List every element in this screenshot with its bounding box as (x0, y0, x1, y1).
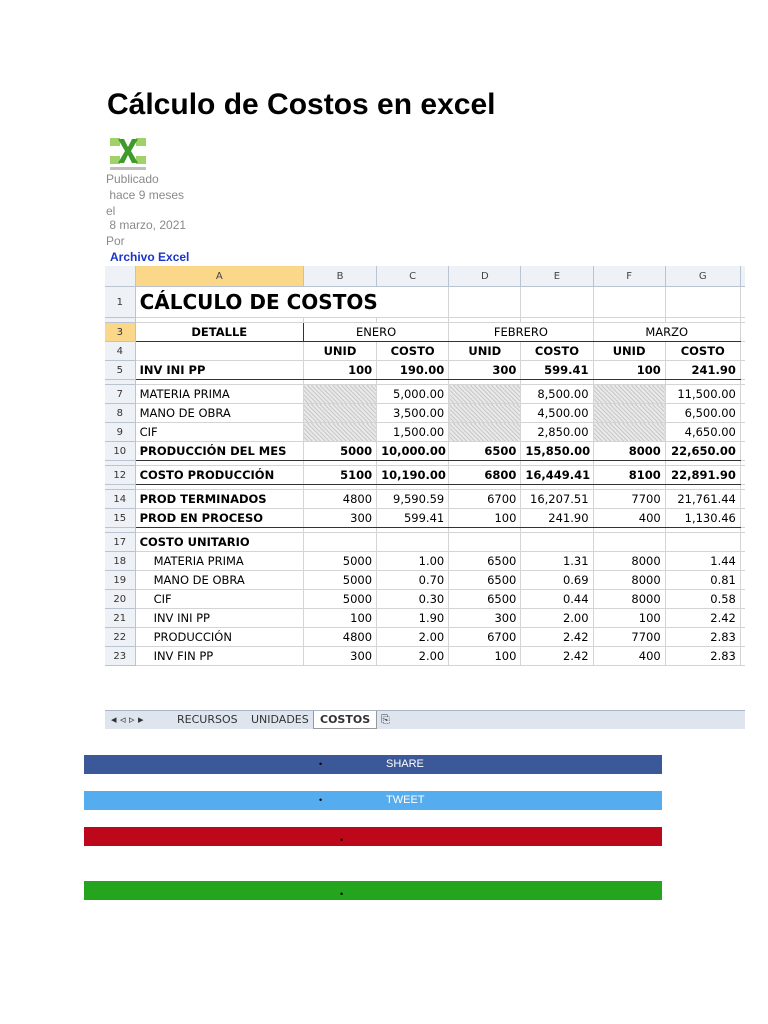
table-cell (449, 385, 521, 404)
table-cell (449, 404, 521, 423)
tab-recursos[interactable]: RECURSOS (177, 713, 238, 726)
table-cell: 4800 (303, 628, 376, 647)
table-row (105, 552, 745, 571)
table-cell: 2.00 (377, 647, 449, 666)
table-cell: 2,850.00 (521, 423, 593, 442)
table-cell (593, 533, 665, 552)
column-header: E (521, 266, 593, 287)
table-cell: 15,850.00 (521, 442, 593, 461)
table-cell: 2.83 (665, 628, 740, 647)
row-number: 21 (105, 609, 135, 628)
table-cell: 16,207.51 (521, 490, 593, 509)
table-cell: 6,500.00 (665, 404, 740, 423)
new-sheet-icon[interactable]: ⎘ (381, 713, 390, 726)
table-cell: 100 (449, 647, 521, 666)
table-cell: 2.42 (521, 647, 593, 666)
row-number: 15 (105, 509, 135, 528)
table-row (105, 466, 745, 485)
table-cell: 100 (303, 361, 376, 380)
row-number: 23 (105, 647, 135, 666)
table-cell: 2.83 (665, 647, 740, 666)
table-cell: 4800 (303, 490, 376, 509)
table-cell: 8000 (593, 590, 665, 609)
publish-date: 8 marzo, 2021 (106, 218, 187, 232)
tab-nav-arrows-icon[interactable]: ◂ ◃ ▹ ▸ (111, 713, 144, 726)
table-cell (521, 533, 593, 552)
table-cell: 1,130.46 (665, 509, 740, 528)
row-number: 7 (105, 385, 135, 404)
table-cell (303, 423, 376, 442)
tab-costos[interactable]: COSTOS (313, 711, 377, 729)
row-number: 14 (105, 490, 135, 509)
table-cell: 10,000.00 (377, 442, 449, 461)
table-cell: 0.44 (521, 590, 593, 609)
table-row (105, 628, 745, 647)
table-cell: 100 (593, 361, 665, 380)
cost-table (105, 266, 745, 666)
table-cell: 599.41 (521, 361, 593, 380)
table-cell (665, 533, 740, 552)
row-label: CIF (135, 590, 303, 609)
row-number: 10 (105, 442, 135, 461)
table-cell: 300 (449, 361, 521, 380)
on-label: el (106, 204, 116, 218)
column-header: F (593, 266, 665, 287)
row-label: COSTO UNITARIO (135, 533, 303, 552)
table-cell (303, 404, 376, 423)
table-cell: 4,500.00 (521, 404, 593, 423)
row-number: 19 (105, 571, 135, 590)
table-cell: 300 (303, 509, 376, 528)
row-number: 12 (105, 466, 135, 485)
table-cell: 8,500.00 (521, 385, 593, 404)
row-number: 18 (105, 552, 135, 571)
table-cell: 7700 (593, 628, 665, 647)
table-cell: 5000 (303, 590, 376, 609)
table-cell: 6500 (449, 442, 521, 461)
row-number: 22 (105, 628, 135, 647)
table-cell: 4,650.00 (665, 423, 740, 442)
row-label: CIF (135, 423, 303, 442)
page-title: Cálculo de Costos en excel (107, 88, 496, 121)
row-label: PRODUCCIÓN DEL MES (135, 442, 303, 461)
table-cell: 5100 (303, 466, 376, 485)
table-row: 3 DETALLE ENERO FEBRERO MARZO (105, 323, 745, 342)
table-cell: 1.44 (665, 552, 740, 571)
row-number: 17 (105, 533, 135, 552)
share-twitter-button[interactable]: • TWEET (84, 791, 662, 810)
table-cell (593, 423, 665, 442)
table-cell: 9,590.59 (377, 490, 449, 509)
table-cell: 2.42 (665, 609, 740, 628)
table-cell: 400 (593, 647, 665, 666)
table-cell: 5,000.00 (377, 385, 449, 404)
excel-logo-icon (108, 136, 148, 172)
table-cell: 2.00 (377, 628, 449, 647)
table-cell (593, 385, 665, 404)
row-label: INV FIN PP (135, 647, 303, 666)
relative-time: hace 9 meses (106, 188, 185, 202)
row-label: MANO DE OBRA (135, 571, 303, 590)
table-cell: 22,891.90 (665, 466, 740, 485)
table-cell: 6500 (449, 571, 521, 590)
table-row: 1 CÁLCULO DE COSTOS (105, 287, 745, 318)
table-cell: 6700 (449, 490, 521, 509)
row-label: COSTO PRODUCCIÓN (135, 466, 303, 485)
row-number: 8 (105, 404, 135, 423)
table-cell (303, 385, 376, 404)
table-cell: 11,500.00 (665, 385, 740, 404)
table-cell: 300 (449, 609, 521, 628)
table-cell: 6500 (449, 552, 521, 571)
column-header: A (135, 266, 303, 287)
share-whatsapp-button[interactable]: • (84, 881, 662, 900)
table-row (105, 404, 745, 423)
column-header-row (105, 266, 745, 287)
table-cell: 100 (303, 609, 376, 628)
table-cell (449, 533, 521, 552)
table-row (105, 423, 745, 442)
share-label: SHARE (386, 758, 424, 770)
table-cell: 100 (593, 609, 665, 628)
table-cell: 6800 (449, 466, 521, 485)
table-cell: 1,500.00 (377, 423, 449, 442)
table-row (105, 533, 745, 552)
table-cell: 1.31 (521, 552, 593, 571)
month-header: ENERO (303, 323, 448, 342)
by-label: Por (106, 234, 125, 248)
table-cell: 5000 (303, 571, 376, 590)
table-cell: 190.00 (377, 361, 449, 380)
table-row (105, 647, 745, 666)
row-number: 9 (105, 423, 135, 442)
row-label: INV INI PP (135, 609, 303, 628)
row-label: PROD TERMINADOS (135, 490, 303, 509)
table-cell: 1.90 (377, 609, 449, 628)
tweet-label: TWEET (386, 794, 425, 806)
sheet-title: CÁLCULO DE COSTOS (139, 290, 378, 314)
table-cell: 2.00 (521, 609, 593, 628)
column-header: C (377, 266, 449, 287)
table-row (105, 609, 745, 628)
share-facebook-button[interactable]: • SHARE (84, 755, 662, 774)
table-cell: 3,500.00 (377, 404, 449, 423)
table-cell: 5000 (303, 442, 376, 461)
table-cell: 8000 (593, 571, 665, 590)
table-cell: 599.41 (377, 509, 449, 528)
table-cell: 21,761.44 (665, 490, 740, 509)
row-number: 5 (105, 361, 135, 380)
table-cell: 0.81 (665, 571, 740, 590)
row-label: MANO DE OBRA (135, 404, 303, 423)
column-header: G (665, 266, 740, 287)
row-label: PRODUCCIÓN (135, 628, 303, 647)
table-row: 4 UNID COSTO UNID COSTO UNID COSTO (105, 342, 745, 361)
table-cell: 6500 (449, 590, 521, 609)
table-row (105, 361, 745, 380)
table-cell: 1.00 (377, 552, 449, 571)
table-cell: 5000 (303, 552, 376, 571)
table-cell (449, 423, 521, 442)
row-label: PROD EN PROCESO (135, 509, 303, 528)
column-header: D (449, 266, 521, 287)
share-pinterest-button[interactable]: • (84, 827, 662, 846)
table-cell: 400 (593, 509, 665, 528)
sheet-tabs (105, 710, 745, 729)
table-cell: 0.58 (665, 590, 740, 609)
row-label: INV INI PP (135, 361, 303, 380)
table-cell: 10,190.00 (377, 466, 449, 485)
row-label: MATERIA PRIMA (135, 385, 303, 404)
table-cell: 8100 (593, 466, 665, 485)
row-number: 20 (105, 590, 135, 609)
table-cell: 22,650.00 (665, 442, 740, 461)
table-cell: 8000 (593, 442, 665, 461)
table-cell: 2.42 (521, 628, 593, 647)
row-label: MATERIA PRIMA (135, 552, 303, 571)
table-row (105, 442, 745, 461)
column-header: B (303, 266, 376, 287)
table-cell: 6700 (449, 628, 521, 647)
table-row (105, 571, 745, 590)
table-row (105, 509, 745, 528)
table-cell: 100 (449, 509, 521, 528)
table-cell: 241.90 (665, 361, 740, 380)
table-row (105, 385, 745, 404)
table-row (105, 590, 745, 609)
month-header: MARZO (593, 323, 740, 342)
spreadsheet-image (105, 266, 745, 729)
table-cell: 0.30 (377, 590, 449, 609)
month-header: FEBRERO (449, 323, 593, 342)
table-cell: 0.70 (377, 571, 449, 590)
corner-cell (105, 266, 135, 287)
table-cell (593, 404, 665, 423)
published-label: Publicado (106, 172, 159, 186)
tab-unidades[interactable]: UNIDADES (251, 713, 309, 726)
table-cell: 7700 (593, 490, 665, 509)
table-cell: 8000 (593, 552, 665, 571)
table-cell: 16,449.41 (521, 466, 593, 485)
table-cell: 241.90 (521, 509, 593, 528)
detail-header: DETALLE (135, 323, 303, 342)
table-cell (303, 533, 376, 552)
author-link[interactable]: Archivo Excel (110, 250, 190, 264)
table-cell: 300 (303, 647, 376, 666)
table-row (105, 490, 745, 509)
table-cell: 0.69 (521, 571, 593, 590)
table-cell (377, 533, 449, 552)
